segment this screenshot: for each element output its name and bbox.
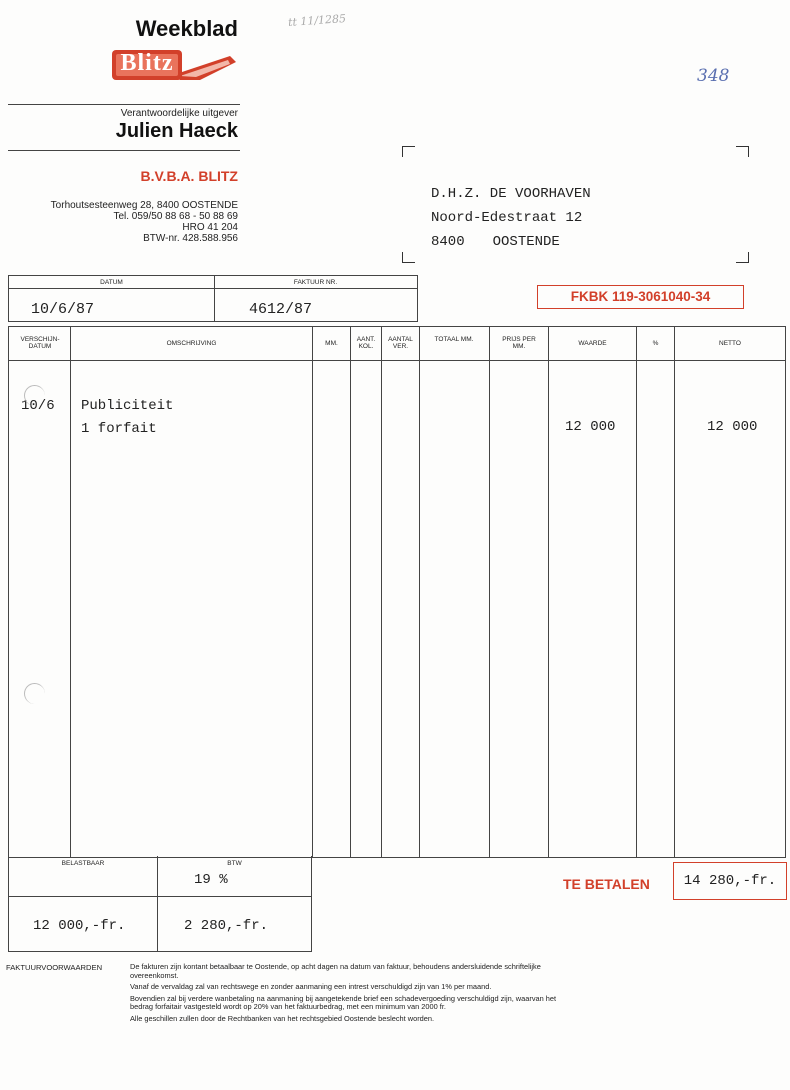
invoice-date: 10/6/87: [31, 301, 95, 318]
recipient-name: D.H.Z. DE VOORHAVEN: [431, 186, 591, 202]
row-description-line1: Publiciteit: [81, 398, 174, 414]
col-header-description: OMSCHRIJVING: [166, 340, 217, 347]
responsible-name: Julien Haeck: [115, 120, 238, 142]
recipient-street: Noord-Edestraat 12: [431, 210, 583, 226]
tel-line: Tel. 059/50 88 68 - 50 88 69: [113, 211, 238, 222]
invoice-number-label: FAKTUUR NR.: [293, 279, 338, 286]
row-date: 10/6: [21, 398, 55, 414]
col-header-aant-kol: AANT. KOL.: [356, 336, 376, 350]
row-netto: 12 000: [707, 419, 758, 435]
te-betalen-label: TE BETALEN: [563, 876, 650, 892]
terms-paragraph: De fakturen zijn kontant betaalbaar te Oostende, op acht dagen na datum van faktuur, behoudens andersluidende schriftelijke overeenkomst.: [130, 962, 541, 980]
invoice-number: 4612/87: [249, 301, 313, 318]
punch-hole-top: [24, 385, 45, 406]
btw-rate: 19 %: [194, 872, 228, 888]
recipient-zip: 8400: [431, 234, 465, 250]
terms-text: [130, 963, 580, 1027]
col-header-mm: MM.: [325, 340, 338, 347]
te-betalen-amount: 14 280,-fr.: [673, 862, 787, 900]
line-items-table: [8, 326, 786, 858]
terms-paragraph: Vanaf de vervaldag zal van rechtswege en zonder aanmaning een intrest verschuldigd zijn van 1% per maand.: [130, 982, 492, 992]
col-header-waarde: WAARDE: [578, 340, 607, 347]
responsible-label: Verantwoordelijke uitgever: [120, 108, 238, 119]
btw-label: BTW: [227, 860, 242, 867]
row-waarde: 12 000: [565, 419, 616, 435]
col-header-percent: %: [652, 340, 659, 347]
date-invoice-box: [8, 275, 418, 322]
company-name: B.V.B.A. BLITZ: [140, 168, 238, 184]
btw-nr-line: BTW-nr. 428.588.956: [143, 233, 238, 244]
reference-box: FKBK 119-3061040-34: [537, 285, 744, 309]
recipient-address: [431, 182, 591, 254]
col-header-aantal-ver: AANTAL VER.: [388, 336, 413, 350]
btw-amount: 2 280,-fr.: [184, 918, 269, 934]
col-header-netto: NETTO: [719, 340, 741, 347]
terms-paragraph: Alle geschillen zullen door de Rechtbanken van het rechtsgebied Oostende beslecht worden.: [130, 1013, 435, 1023]
col-header-date: VERSCHIJN-DATUM: [20, 336, 60, 350]
hro-line: HRO 41 204: [182, 222, 238, 233]
terms-paragraph: Bovendien zal bij verdere wanbetaling na aanmaning bij aangetekende brief een schadevergoeding verschuldigd zijn, waarvan het bedrag forfaitair vastgesteld wordt op 20% van het faktuurbedrag, met een minimum van 2000 fr.: [130, 993, 557, 1012]
col-header-prijs: PRIJS PER MM.: [502, 336, 536, 350]
totals-box: [8, 856, 312, 952]
handwritten-top-note: tt 11/1285: [287, 11, 347, 30]
logo-text: Blitz: [120, 50, 174, 76]
blitz-logo: [110, 46, 238, 86]
belastbaar-label: BELASTBAAR: [61, 860, 105, 867]
publisher-address: [8, 200, 238, 244]
date-label: DATUM: [100, 279, 123, 286]
punch-hole-bottom: [24, 683, 45, 704]
handwritten-page-number: 348: [697, 66, 730, 86]
belastbaar-amount: 12 000,-fr.: [33, 918, 126, 934]
recipient-city: OOSTENDE: [492, 234, 560, 250]
terms-label: FAKTUURVOORWAARDEN: [6, 963, 103, 972]
address-line: Torhoutsesteenweg 28, 8400 OOSTENDE: [50, 200, 238, 211]
row-description-line2: 1 forfait: [81, 421, 157, 437]
col-header-totaal-mm: TOTAAL MM.: [434, 336, 474, 343]
publisher-title: Weekblad: [135, 16, 238, 41]
recipient-city-line: [431, 230, 591, 254]
